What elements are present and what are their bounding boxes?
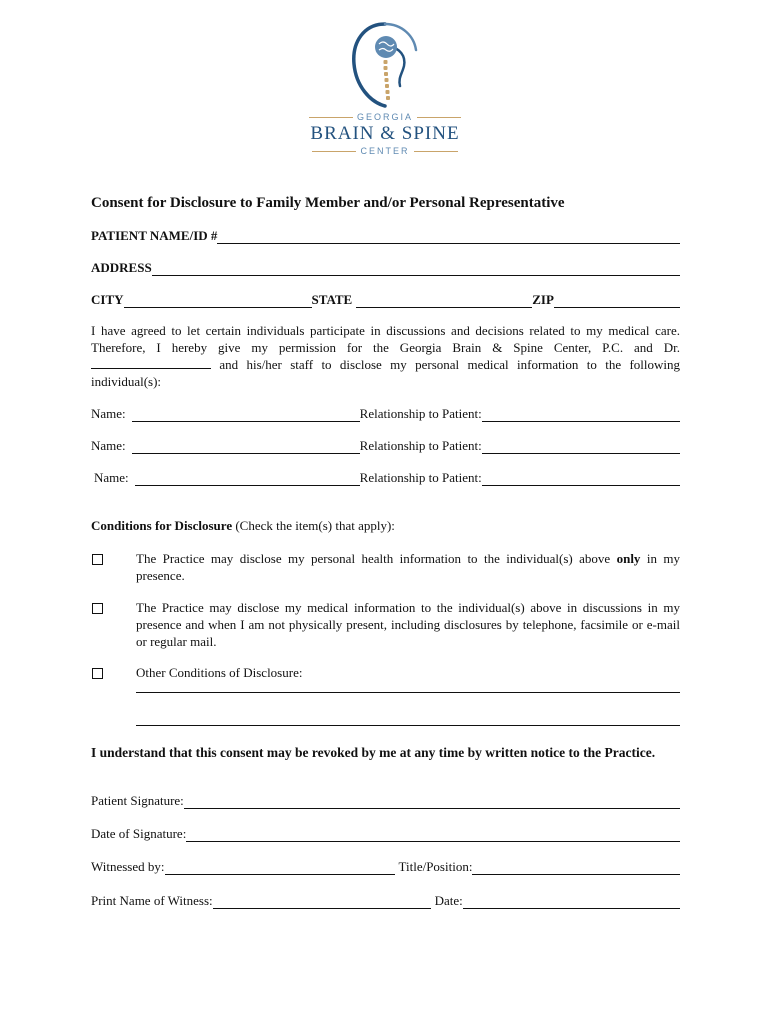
condition-emphasis: only: [616, 551, 641, 566]
condition-text: in my presence.: [136, 551, 680, 583]
person-name-field[interactable]: [132, 440, 360, 454]
title-position-label: Title/Position:: [398, 859, 473, 874]
zip-label: ZIP: [532, 292, 554, 307]
patient-signature-field[interactable]: [184, 795, 680, 809]
other-conditions-line[interactable]: [136, 692, 680, 693]
patient-name-label: PATIENT NAME/ID #: [91, 228, 218, 243]
relationship-field[interactable]: [482, 440, 680, 454]
condition-absent-disclosure-checkbox[interactable]: [92, 603, 103, 614]
state-field[interactable]: [356, 294, 532, 308]
date-field[interactable]: [463, 895, 680, 909]
revocation-notice: I understand that this consent may be revoked by me at any time by written notice to the Practice.: [91, 745, 656, 760]
witnessed-by-field[interactable]: [165, 861, 395, 875]
witness-row: [91, 857, 680, 875]
patient-name-row: [91, 226, 680, 244]
person-name-field[interactable]: [135, 472, 360, 486]
relationship-field[interactable]: [482, 472, 680, 486]
title-position-field[interactable]: [472, 861, 680, 875]
patient-signature-label: Patient Signature:: [91, 793, 184, 808]
permission-text-end: and his/her staff to disclose my personal medical information to the following individual(s):: [91, 357, 680, 389]
conditions-heading-note: (Check the item(s) that apply):: [235, 518, 395, 533]
condition-other-text: Other Conditions of Disclosure:: [136, 665, 303, 680]
logo-main-text: BRAIN & SPINE: [310, 123, 460, 144]
address-row: [91, 258, 680, 276]
patient-signature-row: [91, 791, 680, 809]
patient-name-field[interactable]: [217, 230, 680, 244]
person-name-field[interactable]: [132, 408, 360, 422]
city-state-zip-row: [91, 290, 680, 308]
condition-text: The Practice may disclose my personal health information to the individual(s) above: [136, 551, 611, 566]
date-of-signature-label: Date of Signature:: [91, 826, 187, 841]
date-of-signature-field[interactable]: [186, 828, 680, 842]
relationship-label: Relationship to Patient:: [359, 470, 482, 485]
name-label: Name:: [91, 406, 126, 421]
state-label: STATE: [311, 292, 353, 307]
person-row: [91, 436, 680, 454]
name-label: Name:: [91, 438, 126, 453]
city-field[interactable]: [124, 294, 312, 308]
relationship-label: Relationship to Patient:: [359, 438, 482, 453]
other-conditions-line[interactable]: [136, 725, 680, 726]
name-label: Name:: [94, 470, 129, 485]
witnessed-by-label: Witnessed by:: [91, 859, 165, 874]
print-witness-row: [91, 891, 680, 909]
relationship-field[interactable]: [482, 408, 680, 422]
person-row: [91, 404, 680, 422]
date-label: Date:: [434, 893, 463, 908]
address-field[interactable]: [152, 262, 680, 276]
print-witness-field[interactable]: [213, 895, 431, 909]
date-of-signature-row: [91, 824, 680, 842]
condition-other-checkbox[interactable]: [92, 668, 103, 679]
condition-presence-only-checkbox[interactable]: [92, 554, 103, 565]
doctor-name-field[interactable]: [91, 357, 211, 369]
permission-text-start: I have agreed to let certain individuals participate in discussions and decisions related to my medical care. Therefore, I hereby give my permission for the Georgia Brain & Spine Center, P.C. and Dr.: [91, 323, 680, 355]
permission-paragraph: [91, 322, 680, 390]
conditions-heading-label: Conditions for Disclosure: [91, 518, 233, 533]
form-title: Consent for Disclosure to Family Member and/or Personal Representative: [91, 195, 565, 211]
conditions-heading: [91, 518, 395, 534]
person-row: [94, 468, 680, 486]
logo-bottom-text: CENTER: [300, 146, 470, 156]
georgia-brain-spine-logo: [300, 20, 470, 160]
relationship-label: Relationship to Patient:: [359, 406, 482, 421]
condition-presence-only-text: [136, 550, 680, 584]
logo-top-text: GEORGIA: [300, 112, 470, 122]
brain-spine-icon: [348, 20, 422, 112]
address-label: ADDRESS: [91, 260, 152, 275]
condition-absent-disclosure-text: The Practice may disclose my medical information to the individual(s) above in discussions in my presence and when I am not physically present, including disclosures by telephone, facsimile or e-mail or regular mail.: [136, 600, 680, 649]
zip-field[interactable]: [554, 294, 680, 308]
print-witness-label: Print Name of Witness:: [91, 893, 213, 908]
city-label: CITY: [91, 292, 124, 307]
